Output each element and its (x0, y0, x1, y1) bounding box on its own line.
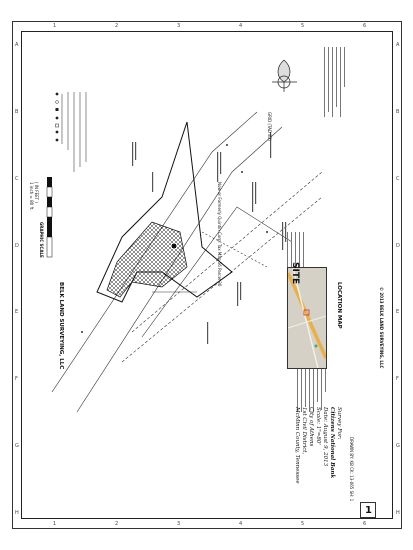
site-label: SITE (290, 262, 300, 285)
grid-col-label: A (396, 42, 400, 48)
district-line: 1st Civil District, (301, 407, 307, 455)
legend-symbols (56, 93, 59, 142)
grid-row-label: 3 (177, 23, 181, 29)
drawn-by-line: DRAWN BY: KB CK: 13-065 SH: 1 (349, 437, 354, 502)
sheet-number-box (360, 502, 376, 518)
grid-col-label: B (15, 108, 19, 115)
grid-col-label: C (396, 175, 400, 182)
grid-row-label: 5 (301, 23, 305, 29)
grid-col-label: G (15, 443, 19, 450)
city-line: City of Athens (308, 407, 314, 447)
sheet-number: 1 (365, 505, 372, 516)
graphic-scale-ratio: 1 inch = 80 ft. (29, 182, 34, 211)
grid-col-label: A (15, 42, 19, 48)
copyright-notice: © 2013 BELK LAND SURVEYING, LLC (379, 287, 384, 369)
grid-row-label: 1 (53, 521, 57, 527)
graphic-scale-bar (47, 177, 52, 257)
north-arrow (272, 60, 297, 92)
grid-col-label: D (396, 242, 400, 249)
grid-col-label: F (15, 376, 18, 383)
hatched-area (107, 222, 187, 297)
grid-col-label: E (15, 309, 19, 316)
grid-row-label: 3 (177, 521, 181, 527)
client-name: Citizens National Bank (329, 407, 335, 479)
grid-row-label: 2 (115, 521, 119, 527)
adjoining-owner-label: Now or Formerly Quintin Corp. Tax Map 56 Parcel 30 (217, 182, 222, 287)
grid-col-label: E (396, 309, 400, 316)
firm-name: BELK LAND SURVEYING, LLC (58, 282, 64, 370)
grid-col-label: D (15, 242, 19, 249)
drawing-sheet (12, 21, 402, 529)
county-line: McMinn County, Tennessee (294, 407, 300, 484)
grid-row-label: 1 (53, 23, 57, 29)
grid-col-label: H (15, 510, 19, 516)
grid-row-label: 4 (239, 521, 243, 527)
grid-col-label: G (396, 443, 400, 450)
title-block (327, 32, 394, 520)
grid-row-label: 4 (239, 23, 243, 29)
graphic-scale-title: GRAPHIC SCALE (39, 222, 44, 258)
graphic-scale-unit: ( IN FEET ) (34, 182, 39, 203)
grid-col-label: H (396, 510, 400, 516)
grid-row-label: 5 (301, 521, 305, 527)
survey-date: Date: August 9, 2013 (322, 407, 328, 467)
grid-row-label: 6 (363, 23, 367, 29)
grid-north-label: GRID (TAD 83) (267, 112, 272, 141)
survey-for-label: Survey For: (336, 407, 342, 440)
grid-col-label: B (396, 108, 400, 115)
grid-col-label: C (15, 175, 19, 182)
grid-row-label: 2 (115, 23, 119, 29)
grid-row-label: 6 (363, 521, 367, 527)
drawing-border (21, 31, 393, 519)
location-map-title: LOCATION MAP (336, 282, 342, 329)
survey-scale: Scale: 1"=80' (315, 407, 321, 445)
grid-col-label: F (396, 376, 399, 383)
